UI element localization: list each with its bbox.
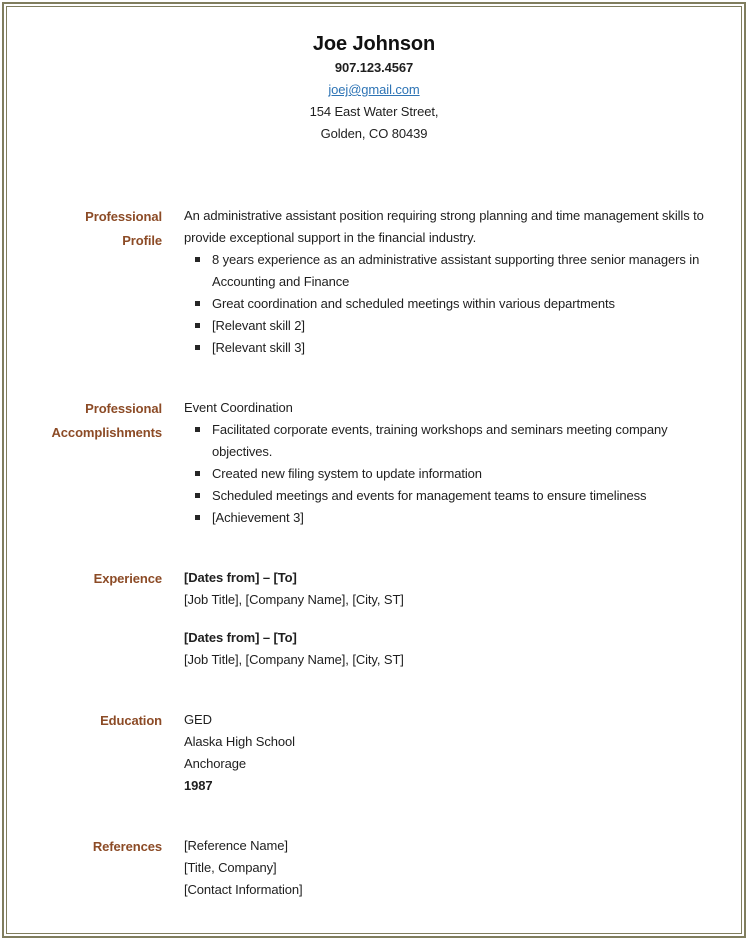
section-body xyxy=(184,835,729,901)
candidate-address-city: Golden, CO 80439 xyxy=(320,126,428,141)
page-border-outer xyxy=(2,2,746,938)
section-label-line: Professional xyxy=(85,401,162,416)
bullet-text: Facilitated corporate events, training workshops and seminars meeting company objectives. xyxy=(212,422,668,459)
experience-dates: [Dates from] – [To] xyxy=(184,570,297,585)
square-bullet-icon xyxy=(195,427,200,432)
section-label xyxy=(43,205,162,359)
section-body xyxy=(184,709,729,797)
section-label-line: Profile xyxy=(122,233,162,248)
square-bullet-icon xyxy=(195,323,200,328)
section-label-line: Accomplishments xyxy=(51,425,162,440)
section-label-line: Experience xyxy=(93,571,162,586)
list-item xyxy=(184,249,729,293)
accomplishments-intro: Event Coordination xyxy=(184,400,293,415)
list-item xyxy=(184,419,729,463)
profile-intro: An administrative assistant position requiring strong planning and time management skills to provide exceptional support in the financial industry. xyxy=(184,208,704,245)
section-label xyxy=(43,709,162,797)
resume-page xyxy=(7,7,741,933)
email-link[interactable]: joej@gmail.com xyxy=(328,82,420,97)
education-school: Alaska High School xyxy=(184,734,295,749)
section-references xyxy=(43,835,741,901)
bullet-text: [Relevant skill 3] xyxy=(212,340,305,355)
reference-contact: [Contact Information] xyxy=(184,882,303,897)
section-education xyxy=(43,709,741,797)
section-label-line: References xyxy=(92,839,162,854)
section-experience xyxy=(43,567,741,671)
reference-name: [Reference Name] xyxy=(184,838,288,853)
education-degree: GED xyxy=(184,712,212,727)
experience-dates: [Dates from] – [To] xyxy=(184,630,297,645)
candidate-phone: 907.123.4567 xyxy=(334,60,414,75)
section-label-line: Education xyxy=(100,713,162,728)
candidate-name: Joe Johnson xyxy=(312,33,436,55)
experience-details: [Job Title], [Company Name], [City, ST] xyxy=(184,592,404,607)
bullet-text: [Relevant skill 2] xyxy=(212,318,305,333)
section-body xyxy=(184,397,729,529)
bullet-text: 8 years experience as an administrative assistant supporting three senior managers in Accounting and Finance xyxy=(212,252,700,289)
page-border-inner xyxy=(6,6,742,934)
experience-entry xyxy=(184,627,729,671)
list-item xyxy=(184,337,729,359)
section-professional-accomplishments xyxy=(43,397,741,529)
section-label-line: Professional xyxy=(85,209,162,224)
list-item xyxy=(184,463,729,485)
bullet-text: Scheduled meetings and events for management teams to ensure timeliness xyxy=(212,488,647,503)
square-bullet-icon xyxy=(195,493,200,498)
section-professional-profile xyxy=(43,205,741,359)
square-bullet-icon xyxy=(195,515,200,520)
list-item xyxy=(184,315,729,337)
square-bullet-icon xyxy=(195,471,200,476)
bullet-text: [Achievement 3] xyxy=(212,510,304,525)
resume-sections xyxy=(7,205,741,901)
section-label xyxy=(43,397,162,529)
section-label xyxy=(43,567,162,671)
section-label xyxy=(43,835,162,901)
square-bullet-icon xyxy=(195,301,200,306)
resume-header xyxy=(7,7,741,145)
square-bullet-icon xyxy=(195,257,200,262)
reference-title-company: [Title, Company] xyxy=(184,860,277,875)
education-city: Anchorage xyxy=(184,756,246,771)
bullet-text: Created new filing system to update information xyxy=(212,466,482,481)
candidate-email-line xyxy=(7,79,741,101)
bullet-text: Great coordination and scheduled meetings within various departments xyxy=(212,296,615,311)
list-item xyxy=(184,485,729,507)
education-year: 1987 xyxy=(184,778,213,793)
section-body xyxy=(184,567,729,671)
list-item xyxy=(184,293,729,315)
square-bullet-icon xyxy=(195,345,200,350)
list-item xyxy=(184,507,729,529)
candidate-address-street: 154 East Water Street, xyxy=(309,104,439,119)
section-body xyxy=(184,205,729,359)
experience-entry xyxy=(184,567,729,611)
experience-details: [Job Title], [Company Name], [City, ST] xyxy=(184,652,404,667)
